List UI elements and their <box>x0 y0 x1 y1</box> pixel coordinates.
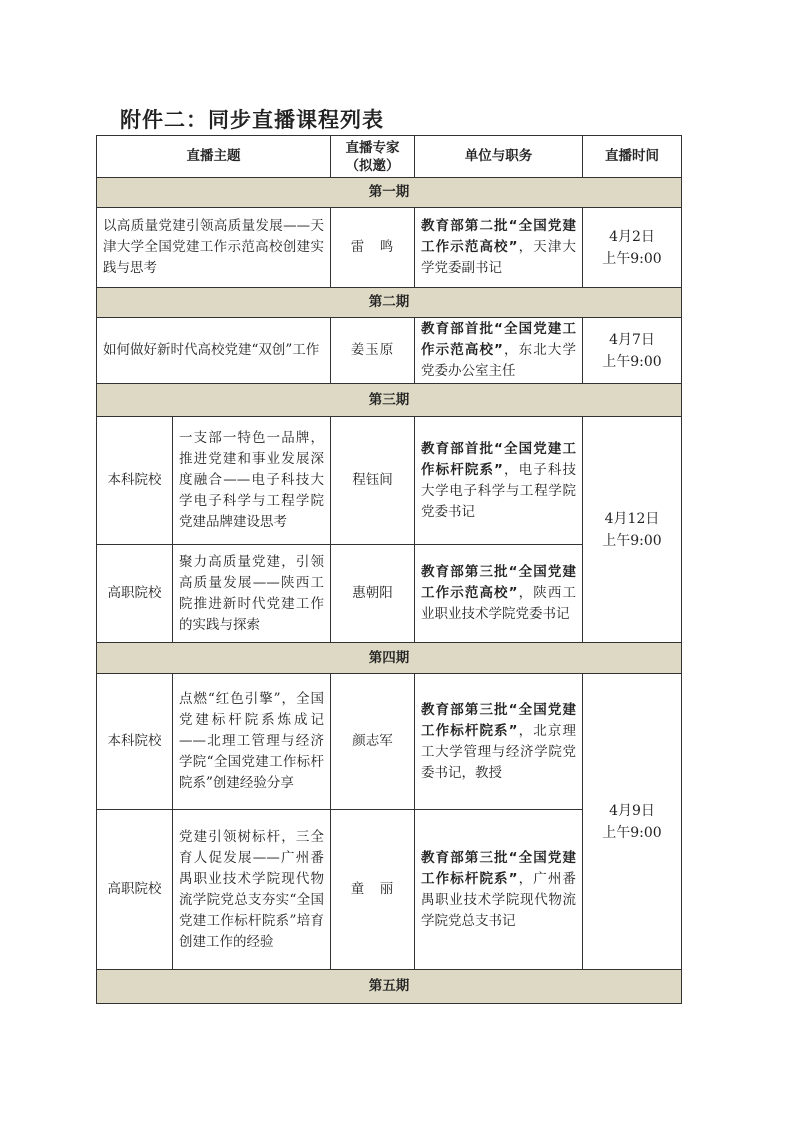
header-topic: 直播主题 <box>97 136 331 178</box>
time-hour: 上午9:00 <box>602 250 662 267</box>
topic-cell: 以高质量党建引领高质量发展——天津大学全国党建工作示范高校创建实践与思考 <box>97 208 331 288</box>
unit-rest: ，北京理工大学管理与经济学院党委书记，教授 <box>421 722 577 781</box>
time-cell <box>583 417 682 643</box>
unit-bold: 教育部首批“全国党建工作示范高校” <box>421 321 576 358</box>
table-row <box>97 208 682 288</box>
time-cell <box>583 318 682 384</box>
topic-cell: 如何做好新时代高校党建“双创”工作 <box>97 318 331 384</box>
expert-cell: 惠朝阳 <box>331 545 415 643</box>
period-2-label: 第二期 <box>97 288 682 318</box>
unit-rest: ，广州番禺职业技术学院现代物流学院党总支书记 <box>421 870 577 929</box>
unit-bold: 教育部第三批“全国党建工作标杆院系” <box>421 701 576 739</box>
topic-cell: 点燃“红色引擎”，全国党建标杆院系炼成记——北理工管理与经济学院“全国党建工作标杆院系”创建经验分享 <box>173 674 331 810</box>
time-hour: 上午9:00 <box>602 824 662 841</box>
header-expert <box>331 136 415 178</box>
period-row <box>97 384 682 417</box>
unit-cell <box>415 318 583 384</box>
time-hour: 上午9:00 <box>602 353 662 370</box>
time-cell <box>583 674 682 970</box>
header-row <box>97 136 682 178</box>
unit-rest: ，东北大学党委办公室主任 <box>421 342 576 379</box>
period-3-label: 第三期 <box>97 384 682 417</box>
table-row <box>97 674 682 810</box>
period-row <box>97 288 682 318</box>
unit-cell <box>415 810 583 970</box>
unit-cell <box>415 417 583 545</box>
period-4-label: 第四期 <box>97 643 682 674</box>
topic-cell: 一支部一特色一品牌，推进党建和事业发展深度融合——电子科技大学电子科学与工程学院党建品牌建设思考 <box>173 417 331 545</box>
header-expert-line1: 直播专家 <box>345 139 400 156</box>
time-cell <box>583 208 682 288</box>
period-row <box>97 970 682 1004</box>
header-time: 直播时间 <box>583 136 682 178</box>
unit-bold: 教育部首批“全国党建工作标杆院系” <box>421 440 576 478</box>
expert-cell: 姜玉原 <box>331 318 415 384</box>
table-row <box>97 318 682 384</box>
unit-rest: ，陕西工业职业技术学院党委书记 <box>421 585 577 622</box>
unit-bold: 教育部第三批“全国党建工作示范高校” <box>421 564 576 601</box>
expert-cell: 颜志军 <box>331 674 415 810</box>
time-date: 4月9日 <box>609 802 655 819</box>
table-row <box>97 417 682 545</box>
category-cell: 本科院校 <box>97 674 173 810</box>
period-row <box>97 178 682 208</box>
category-cell: 本科院校 <box>97 417 173 545</box>
page-title: 附件二：同步直播课程列表 <box>120 108 384 132</box>
unit-bold: 教育部第三批“全国党建工作标杆院系” <box>421 849 576 887</box>
time-date: 4月2日 <box>609 228 655 245</box>
topic-cell: 聚力高质量党建，引领高质量发展——陕西工院推进新时代党建工作的实践与探索 <box>173 545 331 643</box>
topic-cell: 党建引领树标杆，三全育人促发展——广州番禺职业技术学院现代物流学院党总支夯实“全国党建工作标杆院系”培育创建工作的经验 <box>173 810 331 970</box>
period-1-label: 第一期 <box>97 178 682 208</box>
unit-cell <box>415 545 583 643</box>
expert-cell: 程钰间 <box>331 417 415 545</box>
expert-cell: 童 丽 <box>331 810 415 970</box>
category-cell: 高职院校 <box>97 810 173 970</box>
unit-cell <box>415 674 583 810</box>
period-5-label: 第五期 <box>97 970 682 1004</box>
header-unit: 单位与职务 <box>415 136 583 178</box>
header-expert-line2: （拟邀） <box>345 157 400 174</box>
unit-bold: 教育部第二批“全国党建工作示范高校” <box>421 218 576 255</box>
time-date: 4月7日 <box>609 331 655 348</box>
course-table <box>96 135 682 1004</box>
unit-cell <box>415 208 583 288</box>
category-cell: 高职院校 <box>97 545 173 643</box>
time-date: 4月12日 <box>604 510 660 527</box>
unit-rest: ，天津大学党委副书记 <box>421 239 577 276</box>
unit-rest: ，电子科技大学电子科学与工程学院党委书记 <box>421 461 576 520</box>
expert-cell: 雷 鸣 <box>331 208 415 288</box>
time-hour: 上午9:00 <box>602 532 662 549</box>
period-row <box>97 643 682 674</box>
